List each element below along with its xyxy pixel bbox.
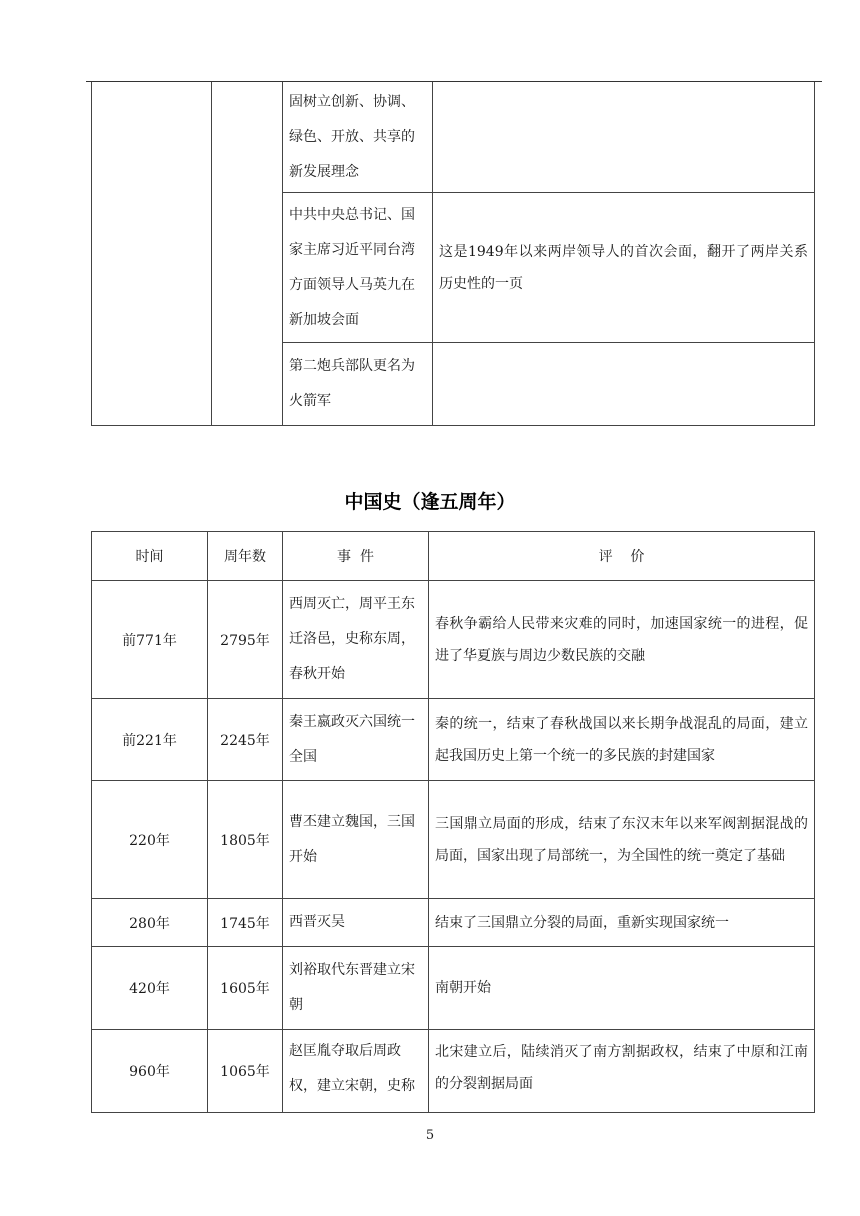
history-table — [91, 531, 815, 1113]
evaluation-cell — [429, 699, 815, 781]
event-text: 第二炮兵部队更名为火箭军 — [289, 358, 415, 409]
event-text: 西晋灭吴 — [289, 914, 345, 930]
event-text: 赵匡胤夺取后周政权，建立宋朝，史称 — [289, 1043, 415, 1094]
event-text: 固树立创新、协调、绿色、开放、共享的新发展理念 — [289, 93, 415, 180]
event-cell — [283, 193, 433, 343]
header-evaluation: 评 价 — [429, 532, 815, 581]
time-cell: 420年 — [92, 947, 208, 1030]
header-event: 事 件 — [283, 532, 429, 581]
table-row — [92, 781, 815, 899]
table-header-row — [92, 532, 815, 581]
page-number: 5 — [425, 1128, 435, 1143]
table-row — [92, 699, 815, 781]
anniversary-cell: 1065年 — [208, 1030, 283, 1113]
time-cell: 前771年 — [92, 581, 208, 699]
event-text: 刘裕取代东晋建立宋朝 — [289, 962, 415, 1013]
time-cell: 960年 — [92, 1030, 208, 1113]
anniversary-cell: 2245年 — [208, 699, 283, 781]
event-cell — [283, 82, 433, 193]
anniversary-cell: 1605年 — [208, 947, 283, 1030]
time-cell: 220年 — [92, 781, 208, 899]
anniversary-cell: 2795年 — [208, 581, 283, 699]
anniversary-cell: 1805年 — [208, 781, 283, 899]
header-time: 时间 — [92, 532, 208, 581]
time-cell: 前221年 — [92, 699, 208, 781]
evaluation-text: 南朝开始 — [435, 980, 491, 996]
evaluation-text: 结束了三国鼎立分裂的局面，重新实现国家统一 — [435, 914, 729, 931]
table-row — [92, 82, 815, 193]
event-text: 曹丕建立魏国，三国开始 — [289, 813, 415, 865]
section-title: 中国史（逢五周年） — [344, 491, 516, 513]
evaluation-cell — [429, 899, 815, 947]
table-row — [92, 1030, 815, 1113]
evaluation-text: 这是1949年以来两岸领导人的首次会面，翻开了两岸关系历史性的一页 — [439, 243, 808, 292]
evaluation-cell — [433, 343, 815, 426]
table-row — [92, 581, 815, 699]
evaluation-cell — [429, 947, 815, 1030]
table-row — [92, 947, 815, 1030]
event-text: 中共中央总书记、国家主席习近平同台湾方面领导人马英九在新加坡会面 — [289, 206, 415, 328]
evaluation-cell — [433, 193, 815, 343]
evaluation-text: 春秋争霸给人民带来灾难的同时，加速国家统一的进程，促进了华夏族与周边少数民族的交融 — [435, 615, 808, 664]
event-cell — [283, 581, 429, 699]
evaluation-text: 三国鼎立局面的形成，结束了东汉末年以来军阀割据混战的局面，国家出现了局部统一，为全国性的统一奠定了基础 — [435, 815, 808, 864]
evaluation-text: 秦的统一，结束了春秋战国以来长期争战混乱的局面，建立起我国历史上第一个统一的多民族的封建国家 — [435, 715, 808, 764]
time-cell: 280年 — [92, 899, 208, 947]
table-row — [92, 899, 815, 947]
event-text: 秦王嬴政灭六国统一全国 — [289, 713, 415, 765]
event-cell — [283, 1030, 429, 1113]
anniversary-cell: 1745年 — [208, 899, 283, 947]
event-cell — [283, 699, 429, 781]
event-cell — [283, 947, 429, 1030]
event-cell — [283, 343, 433, 426]
anniversary-cell — [212, 82, 283, 426]
evaluation-cell — [429, 581, 815, 699]
event-cell — [283, 781, 429, 899]
event-text: 西周灭亡，周平王东迁洛邑，史称东周，春秋开始 — [289, 596, 415, 682]
evaluation-text: 北宋建立后，陆续消灭了南方割据政权，结束了中原和江南的分裂割据局面 — [435, 1044, 808, 1092]
evaluation-cell — [429, 1030, 815, 1113]
evaluation-cell — [429, 781, 815, 899]
event-cell — [283, 899, 429, 947]
header-anniversary: 周年数 — [208, 532, 283, 581]
continued-table — [91, 82, 815, 426]
time-cell — [92, 82, 212, 426]
evaluation-cell — [433, 82, 815, 193]
